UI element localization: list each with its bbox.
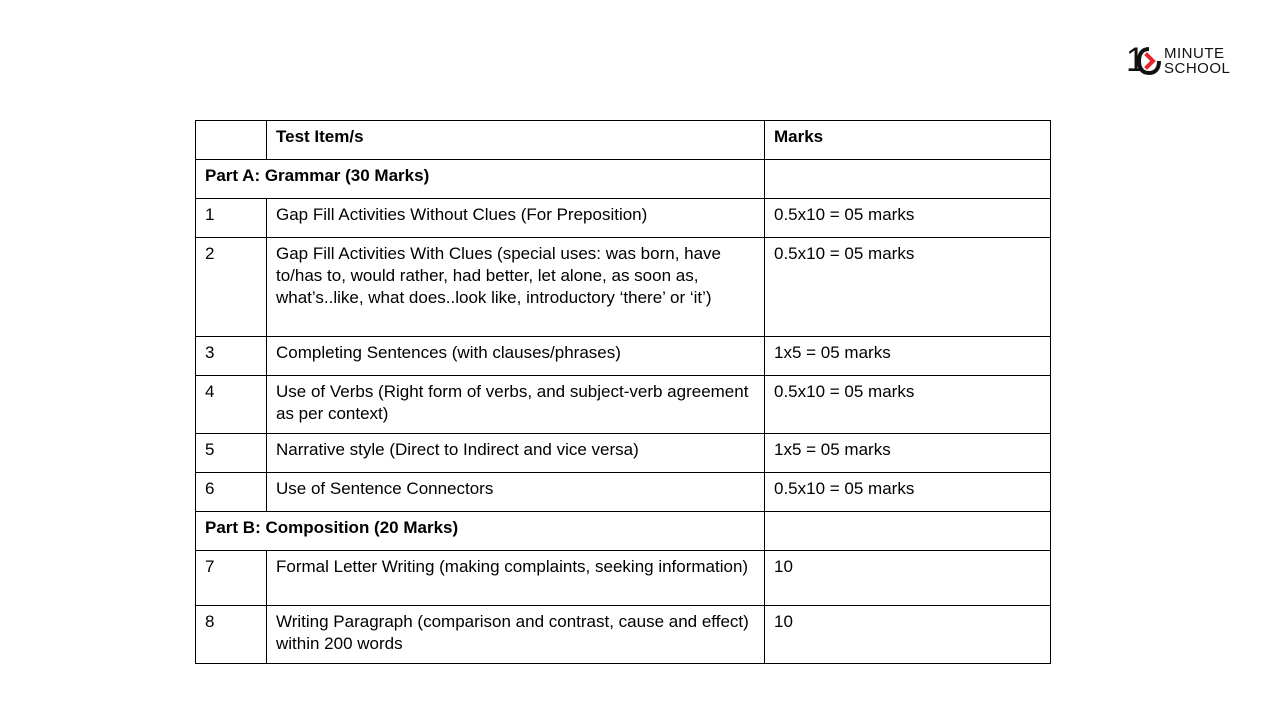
row-test-item: Use of Sentence Connectors — [267, 473, 765, 512]
section-marks-part-b — [765, 512, 1051, 551]
row-marks: 1x5 = 05 marks — [765, 337, 1051, 376]
row-number: 5 — [196, 434, 267, 473]
row-test-item: Gap Fill Activities With Clues (special uses: was born, have to/has to, would rather, had better, let alone, as soon as, what’s..like, what does..look like, introductory ‘there’ or ‘it’) — [267, 238, 765, 337]
logo-line-minute: MINUTE — [1164, 45, 1225, 62]
table-row — [196, 551, 1051, 606]
table-row — [196, 434, 1051, 473]
logo-digit-one: 1 — [1126, 41, 1142, 79]
row-number: 4 — [196, 376, 267, 434]
row-marks: 0.5x10 = 05 marks — [765, 473, 1051, 512]
header-cell-marks: Marks — [765, 121, 1051, 160]
row-number: 3 — [196, 337, 267, 376]
section-row-part-b — [196, 512, 1051, 551]
header-cell-test-items: Test Item/s — [267, 121, 765, 160]
row-number: 8 — [196, 606, 267, 664]
row-test-item: Use of Verbs (Right form of verbs, and subject-verb agreement as per context) — [267, 376, 765, 434]
table-row — [196, 238, 1051, 337]
row-number: 2 — [196, 238, 267, 337]
section-title-part-b: Part B: Composition (20 Marks) — [196, 512, 765, 551]
table-row — [196, 473, 1051, 512]
row-test-item: Formal Letter Writing (making complaints, seeking information) — [267, 551, 765, 606]
logo-zero-arrow-icon — [1136, 46, 1162, 76]
row-marks: 0.5x10 = 05 marks — [765, 238, 1051, 337]
logo-line-school: SCHOOL — [1164, 60, 1231, 77]
table-row — [196, 606, 1051, 664]
row-test-item: Completing Sentences (with clauses/phrases) — [267, 337, 765, 376]
logo-numeral — [1124, 41, 1164, 79]
row-test-item: Writing Paragraph (comparison and contrast, cause and effect) within 200 words — [267, 606, 765, 664]
section-row-part-a — [196, 160, 1051, 199]
header-cell-number — [196, 121, 267, 160]
logo-wordmark — [1164, 46, 1230, 76]
marks-distribution-table — [195, 120, 1051, 664]
row-number: 7 — [196, 551, 267, 606]
row-number: 6 — [196, 473, 267, 512]
row-marks: 10 — [765, 551, 1051, 606]
table-row — [196, 376, 1051, 434]
row-marks: 1x5 = 05 marks — [765, 434, 1051, 473]
section-title-part-a: Part A: Grammar (30 Marks) — [196, 160, 765, 199]
row-test-item: Gap Fill Activities Without Clues (For Preposition) — [267, 199, 765, 238]
row-marks: 10 — [765, 606, 1051, 664]
table-row — [196, 199, 1051, 238]
row-test-item: Narrative style (Direct to Indirect and vice versa) — [267, 434, 765, 473]
brand-logo — [1124, 41, 1236, 79]
row-number: 1 — [196, 199, 267, 238]
row-marks: 0.5x10 = 05 marks — [765, 199, 1051, 238]
section-marks-part-a — [765, 160, 1051, 199]
table-row — [196, 337, 1051, 376]
table-header-row — [196, 121, 1051, 160]
row-marks: 0.5x10 = 05 marks — [765, 376, 1051, 434]
